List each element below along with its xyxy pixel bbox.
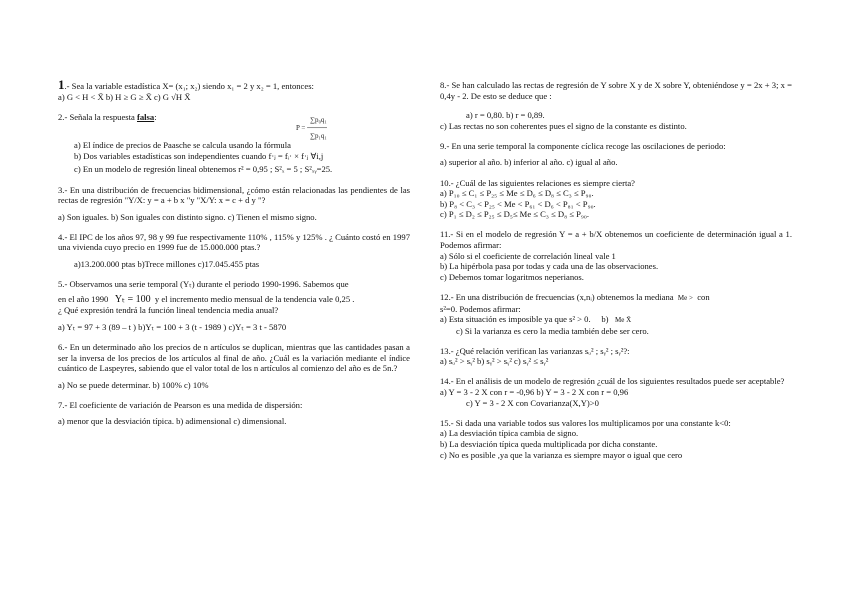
question-2-emphasis: falsa	[137, 111, 155, 122]
question-1-number: 1	[58, 80, 65, 92]
question-3-text: 3.- En una distribución de frecuencias bidimensional, ¿cómo están relacionadas las pendientes de las rectas de regresión "Y/X: y = a + b x "y "X/Y: x = c + d y "?	[58, 184, 410, 206]
question-5-text: 5.- Observamos una serie temporal (Yₜ) durante el periodo 1990-1996. Sabemos que	[58, 279, 349, 290]
question-4-options: a)13.200.000 ptas b)Trece millones c)17.045.455 ptas	[74, 259, 260, 270]
question-12-median: Me >	[677, 293, 693, 302]
question-15-option-a: a) La desviación típica cambia de signo.	[440, 428, 579, 439]
question-4	[58, 232, 410, 270]
question-10-option-c: c) P₁ ≤ D₂ ≤ P₂₅ ≤ D₅≤ Me ≤ C₃ ≤ D₈ ≤ P₉₀.	[440, 209, 590, 220]
question-10	[440, 178, 792, 220]
question-15-text: 15.- Si dada una variable todos sus valores los multiplicamos por una constante k<0:	[440, 417, 731, 428]
question-9-text: 9.- En una serie temporal la componente cíclica recoge las oscilaciones de periodo:	[440, 140, 726, 151]
question-2-label: 2.- Señala la respuesta	[58, 111, 135, 122]
question-2-colon: :	[154, 111, 157, 122]
question-12	[440, 292, 792, 336]
question-11-option-b: b) La hipérbola pasa por todas y cada una de las observaciones.	[440, 261, 659, 272]
question-15	[440, 418, 792, 460]
question-1	[58, 80, 410, 102]
question-12-option-a: a) Esta situación es imposible ya que s² > 0.	[440, 314, 591, 325]
question-13	[440, 346, 792, 367]
question-2-option-c: c) En un modelo de regresión lineal obtenemos r² = 0,95 ; S²ₓ = 5 ; S²ₓᵧ=25.	[74, 164, 333, 175]
paasche-formula-bot: ∑p₁q₁	[310, 131, 327, 140]
question-8-text: 8.- Se han calculado las rectas de regresión de Y sobre X y de X sobre Y, obteniéndose y = 2x + 3; x = 0,4y - 2. De esto se deduce que :	[440, 80, 792, 101]
question-12-con: con	[697, 291, 710, 302]
question-11	[440, 229, 792, 282]
right-column	[440, 80, 792, 470]
question-7-text: 7.- El coeficiente de variación de Pearson es una medida de dispersión:	[58, 399, 303, 410]
question-7-options: a) menor que la desviación típica. b) adimensional c) dimensional.	[58, 416, 287, 427]
question-13-options: a) sᵤ² > sᵧ² b) sᵧ² > sᵧ² c) sᵧ² ≤ sᵧ²	[440, 356, 549, 367]
question-3-options: a) Son iguales. b) Son iguales con distinto signo. c) Tienen el mismo signo.	[58, 211, 317, 222]
question-5-equation: Yₜ = 100	[114, 293, 151, 305]
question-11-option-c: c) Debemos tomar logaritmos neperianos.	[440, 271, 584, 282]
question-9	[440, 141, 792, 168]
question-14-option-c: c) Y = 3 - 2 X con Covarianza(X,Y)>0	[466, 397, 599, 408]
question-6	[58, 342, 410, 390]
question-5-question: ¿ Qué expresión tendrá la función lineal tendencia media anual?	[58, 305, 279, 316]
question-12-option-b-label: b)	[601, 314, 609, 325]
question-12-option-b: Me X̄	[615, 316, 632, 325]
question-10-option-a: a) P₁₀ ≤ C₁ ≤ P₂₅ ≤ Me ≤ D₆ ≤ D₈ ≤ C₃ ≤ P₉₀.	[440, 188, 594, 199]
question-4-text: 4.- El IPC de los años 97, 98 y 99 fue respectivamente 110% , 115% y 125% . ¿ Cuánto costó en 1997 una vivienda cuyo precio en 1999 fue de 15.000.000 ptas.?	[58, 231, 410, 253]
question-14-text: 14.- En el análisis de un modelo de regresión ¿cuál de los siguientes resultados puede ser aceptable?	[440, 376, 785, 387]
question-14	[440, 376, 792, 408]
paasche-formula-mid: P = ────	[296, 123, 327, 132]
question-8	[440, 80, 792, 131]
question-2-option-b: b) Dos variables estadísticas son independientes cuando f·ⱼ = fᵢ· × f·ⱼ ∀i,j	[74, 150, 324, 161]
question-14-options-ab: a) Y = 3 - 2 X con r = -0,96 b) Y = 3 - 2 X con r = 0,96	[440, 387, 629, 398]
question-1-text: .- Sea la variable estadística X= (x₁; x₂) siendo x₁ = 2 y x₂ = 1, entonces:	[64, 81, 314, 91]
question-8-option-c: c) Las rectas no son coherentes pues el signo de la constante es distinto.	[440, 120, 687, 131]
question-5-year: en el año 1990	[58, 293, 109, 304]
question-15-option-c: c) No es posible ,ya que la varianza es siempre mayor o igual que cero	[440, 449, 683, 460]
question-11-text: 11.- Si en el modelo de regresión Y = a + b/X obtenemos un coeficiente de determinación igual a 1. Podemos afirmar:	[440, 229, 792, 251]
question-6-text: 6.- En un determinado año los precios de n artículos se duplican, mientras que las cantidades pasan a ser la inversa de los precios de los artículos al final de año. ¿Cuál es la variación mediante el índice cuántico de Laspeyres, sabiendo que el valor total de los n artículos al comienzo del año es de 5n.?	[58, 342, 410, 374]
question-5-options: a) Yₜ = 97 + 3 (89 – t ) b)Yₜ = 100 + 3 (t - 1989 ) c)Yₜ = 3 t - 5870	[58, 321, 287, 332]
question-9-options: a) superior al año. b) inferior al año. c) igual al año.	[440, 157, 618, 168]
paasche-formula-top: ∑p₀q₁	[310, 115, 327, 124]
question-15-option-b: b) La desviación típica queda multiplicada por dicha constante.	[440, 438, 658, 449]
question-8-options: a) r = 0,80. b) r = 0,89.	[466, 110, 545, 121]
left-column	[58, 80, 410, 437]
question-13-text: 13.- ¿Qué relación verifican las varianzas sᵤ² ; sᵧ² ; sᵧ²?:	[440, 345, 630, 356]
question-12-option-c: c) Si la varianza es cero la media también debe ser cero.	[456, 325, 649, 336]
question-5-increment: y el incremento medio mensual de la tendencia vale 0,25 .	[154, 293, 355, 304]
question-7	[58, 400, 410, 427]
question-10-text: 10.- ¿Cuál de las siguientes relaciones es siempre cierta?	[440, 177, 635, 188]
question-5	[58, 279, 410, 332]
question-3	[58, 185, 410, 223]
question-2	[58, 112, 410, 175]
question-10-option-b: b) P₈ < C₃ < P₂₅ < Me < P₆₁ < D₆ < P₈₁ < P₉₀.	[440, 198, 596, 209]
question-12-text: 12.- En una distribución de frecuencias (x,nᵢ) obtenemos la mediana	[440, 291, 674, 302]
question-1-options: a) G < H < X̄ b) H ≥ G ≥ X̄ c) G √H X̄	[58, 91, 191, 102]
question-11-option-a: a) Sólo si el coeficiente de correlación lineal vale 1	[440, 250, 616, 261]
paasche-formula	[296, 116, 327, 140]
question-12-text-2: s²=0. Podemos afirmar:	[440, 303, 521, 314]
question-2-option-a: a) El índice de precios de Paasche se calcula usando la fórmula	[74, 140, 291, 151]
question-6-options: a) No se puede determinar. b) 100% c) 10%	[58, 379, 209, 390]
